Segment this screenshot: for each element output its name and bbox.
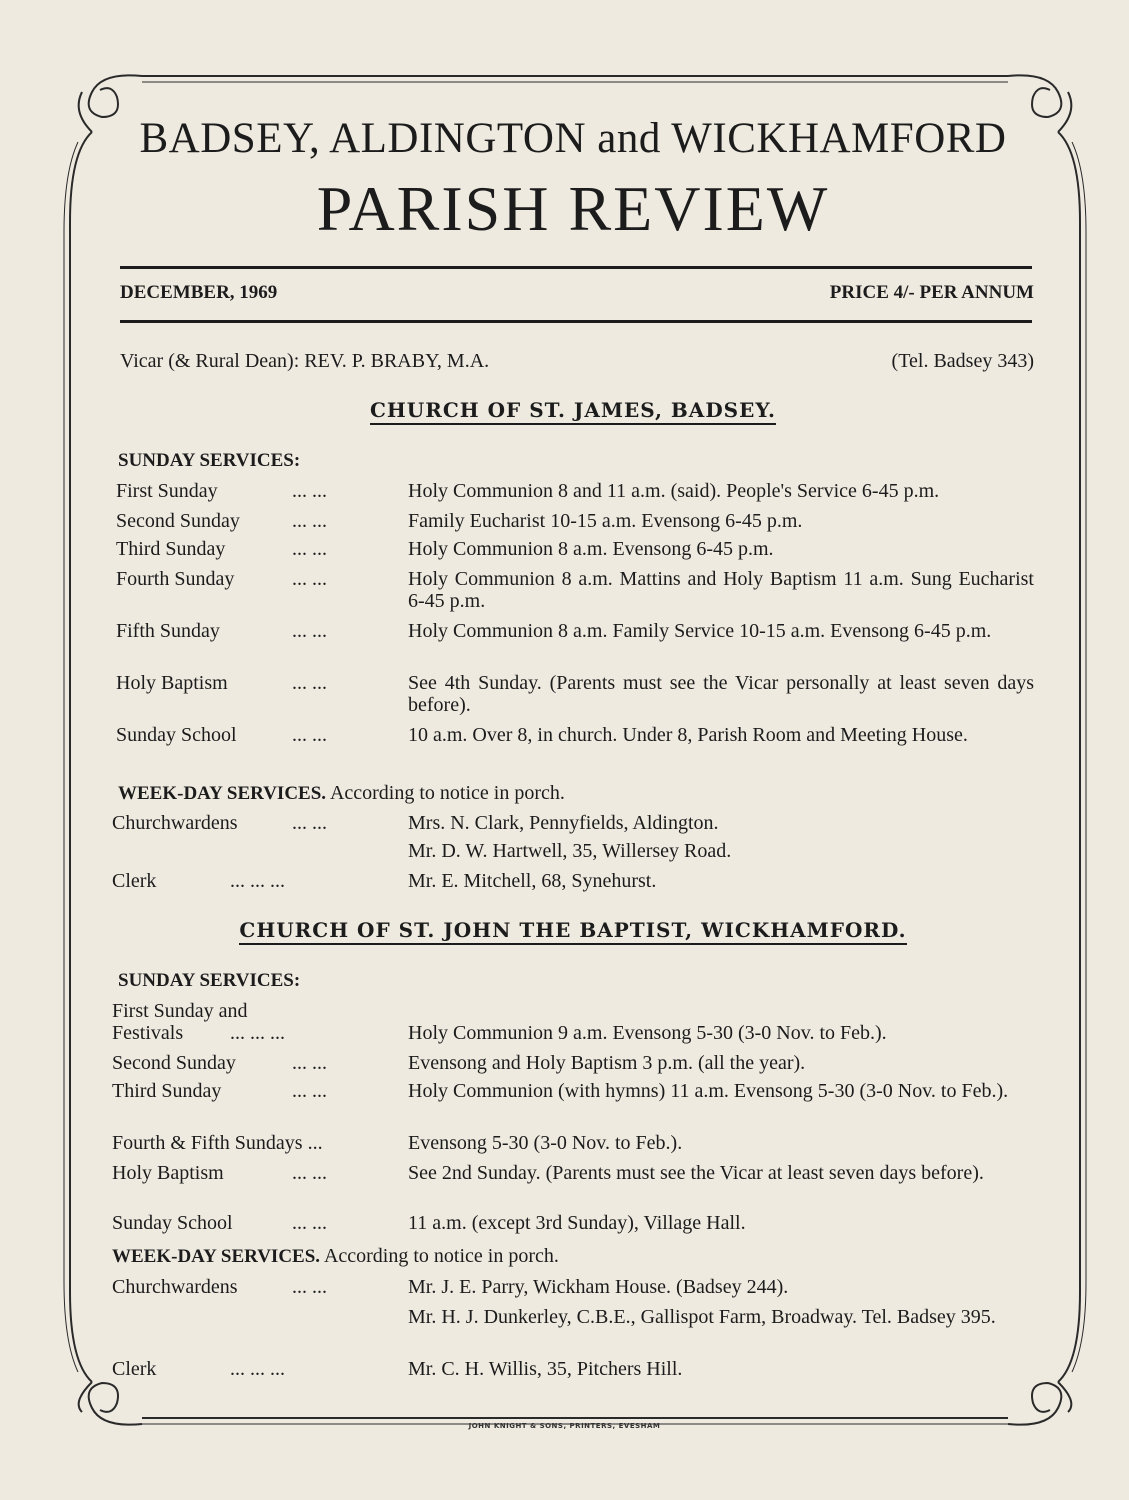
masthead-title: PARISH REVIEW (316, 173, 830, 244)
issue-price: PRICE 4/- PER ANNUM (829, 282, 1034, 303)
leader-dots: ... ... (292, 724, 327, 746)
service-detail: Evensong and Holy Baptism 3 p.m. (all the year). (408, 1052, 806, 1074)
badsey-weekday-label: WEEK-DAY SERVICES. (118, 783, 327, 804)
service-label: Fifth Sunday (116, 620, 220, 642)
leader-dots: ... ... (292, 812, 327, 834)
printer-imprint: JOHN KNIGHT & SONS, PRINTERS, EVESHAM (468, 1422, 661, 1430)
service-detail: See 2nd Sunday. (Parents must see the Vicar at least seven days before). (408, 1162, 984, 1184)
service-detail: Holy Communion 9 a.m. Evensong 5-30 (3-0 Nov. to Feb.). (408, 1022, 887, 1044)
service-label: Churchwardens (112, 812, 238, 834)
service-label: Clerk (112, 870, 157, 892)
leader-dots: ... ... (292, 510, 327, 532)
service-detail: Mr. E. Mitchell, 68, Synehurst. (408, 870, 657, 892)
rule-top (120, 266, 1032, 269)
leader-dots: ... ... (292, 538, 327, 560)
service-label: Clerk (112, 1358, 157, 1380)
service-detail: Mr. J. E. Parry, Wickham House. (Badsey 244). (408, 1276, 789, 1298)
leader-dots: ... ... (292, 620, 327, 642)
masthead-line1: BADSEY, ALDINGTON and WICKHAMFORD (139, 115, 1007, 162)
service-label: First Sunday (116, 480, 218, 502)
leader-dots: ... ... ... (230, 870, 285, 892)
badsey-church-heading: CHURCH OF ST. JAMES, BADSEY. (112, 398, 1034, 422)
service-detail: 10 a.m. Over 8, in church. Under 8, Parish Room and Meeting House. (408, 724, 968, 746)
service-label: Second Sunday (112, 1052, 236, 1074)
wickhamford-weekday-text: According to notice in porch. (323, 1245, 559, 1267)
leader-dots: ... ... (292, 1276, 327, 1298)
service-label: Second Sunday (116, 510, 240, 532)
service-detail: Mr. C. H. Willis, 35, Pitchers Hill. (408, 1358, 683, 1380)
service-label: Festivals (112, 1022, 184, 1044)
vicar-line: Vicar (& Rural Dean): REV. P. BRABY, M.A. (120, 350, 490, 372)
leader-dots: ... ... (292, 1080, 327, 1102)
badsey-weekday-text: According to notice in porch. (329, 782, 565, 804)
leader-dots: ... ... (292, 672, 327, 694)
service-detail: Holy Communion 8 a.m. Mattins and Holy Baptism 11 a.m. Sung Eucharist 6-45 p.m. (408, 568, 1034, 612)
leader-dots: ... ... (292, 1212, 327, 1234)
service-label: Holy Baptism (112, 1162, 224, 1184)
leader-dots: ... ... ... (230, 1358, 285, 1380)
service-detail: See 4th Sunday. (Parents must see the Vicar personally at least seven days before). (408, 672, 1034, 716)
service-detail: Mrs. N. Clark, Pennyfields, Aldington. (408, 812, 719, 834)
leader-dots: ... ... ... (230, 1022, 285, 1044)
service-detail: Evensong 5-30 (3-0 Nov. to Feb.). (408, 1132, 683, 1154)
rule-bottom (120, 320, 1032, 323)
leader-dots: ... ... (292, 568, 327, 590)
issue-date: DECEMBER, 1969 (120, 282, 278, 303)
service-label: Holy Baptism (116, 672, 228, 694)
vicar-tel: (Tel. Badsey 343) (891, 350, 1034, 372)
service-detail: Holy Communion (with hymns) 11 a.m. Evensong 5-30 (3-0 Nov. to Feb.). (408, 1080, 1009, 1102)
badsey-weekday (118, 782, 565, 805)
wickhamford-church-heading: CHURCH OF ST. JOHN THE BAPTIST, WICKHAMFORD. (112, 918, 1034, 942)
service-detail: Holy Communion 8 a.m. Family Service 10-15 a.m. Evensong 6-45 p.m. (408, 620, 992, 642)
service-label: Third Sunday (112, 1080, 222, 1102)
leader-dots: ... ... (292, 1052, 327, 1074)
service-label: Fourth Sunday (116, 568, 235, 590)
leader-dots: ... ... (292, 480, 327, 502)
service-label: Sunday School (112, 1212, 233, 1234)
leader-dots: ... ... (292, 1162, 327, 1184)
service-detail: Mr. D. W. Hartwell, 35, Willersey Road. (408, 840, 732, 862)
wickhamford-sunday-heading: SUNDAY SERVICES: (118, 970, 301, 991)
badsey-sunday-heading: SUNDAY SERVICES: (118, 450, 301, 471)
service-detail: Mr. H. J. Dunkerley, C.B.E., Gallispot Farm, Broadway. Tel. Badsey 395. (408, 1306, 996, 1328)
service-detail: Holy Communion 8 a.m. Evensong 6-45 p.m. (408, 538, 774, 560)
service-label: Third Sunday (116, 538, 226, 560)
service-label: Sunday School (116, 724, 237, 746)
service-label: Churchwardens (112, 1276, 238, 1298)
service-detail: Holy Communion 8 and 11 a.m. (said). People's Service 6-45 p.m. (408, 480, 940, 502)
wickhamford-weekday-label: WEEK-DAY SERVICES. (112, 1246, 321, 1267)
wickhamford-weekday (112, 1245, 559, 1268)
service-detail: Family Eucharist 10-15 a.m. Evensong 6-45 p.m. (408, 510, 803, 532)
service-detail: 11 a.m. (except 3rd Sunday), Village Hall. (408, 1212, 746, 1234)
service-label: Fourth & Fifth Sundays ... (112, 1132, 323, 1154)
